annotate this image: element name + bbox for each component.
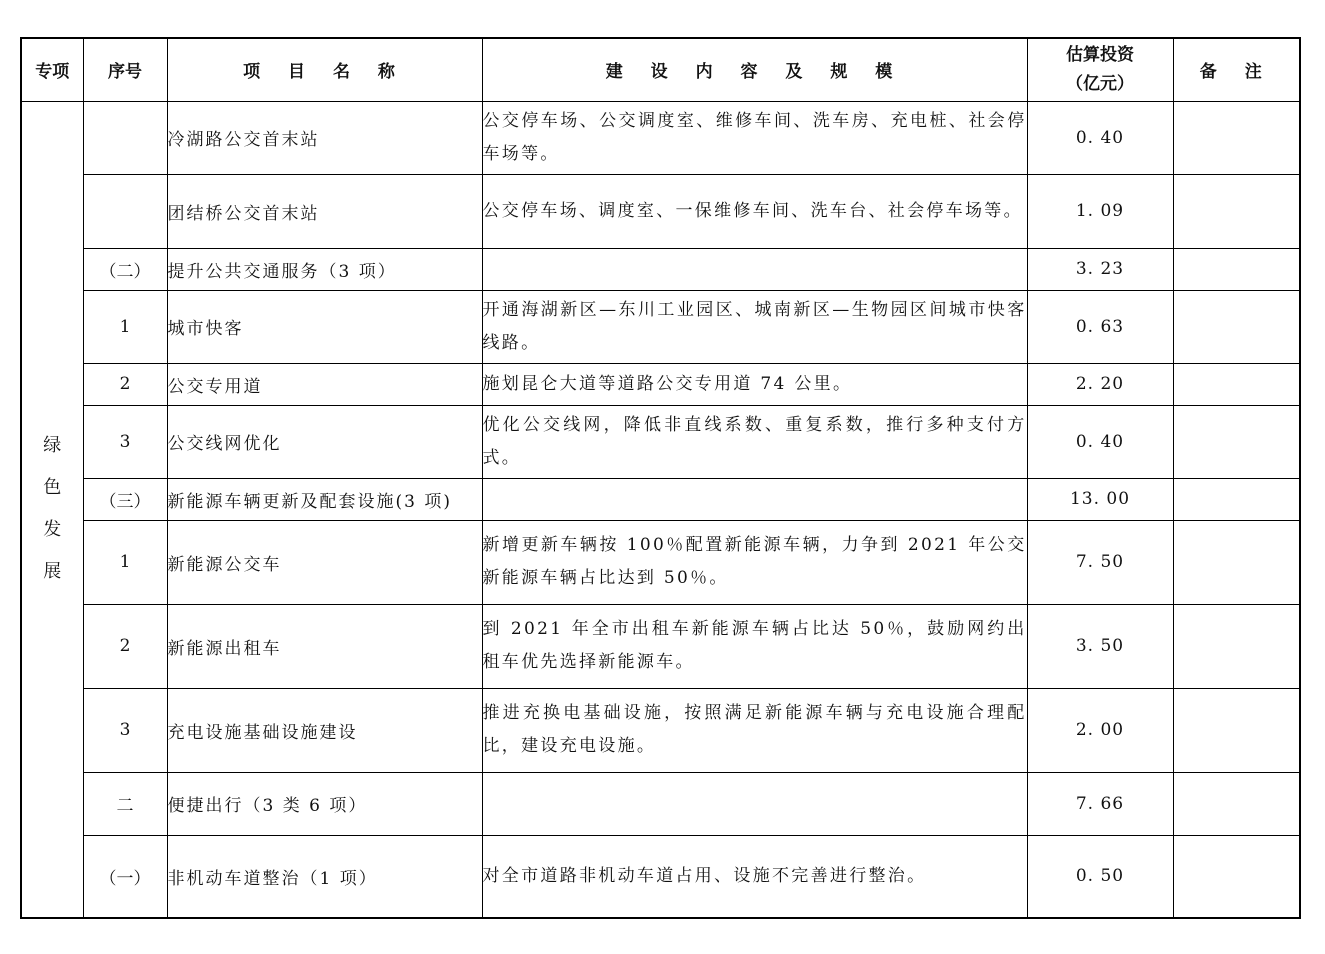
content-cell: 推进充换电基础设施，按照满足新能源车辆与充电设施合理配比，建设充电设施。 [482, 688, 1027, 772]
name-cell: 团结桥公交首末站 [167, 174, 482, 248]
table-row [21, 478, 1300, 520]
seq-cell: 二 [83, 772, 167, 835]
name-cell: 非机动车道整治（1 项） [167, 835, 482, 918]
table-row [21, 520, 1300, 604]
content-cell: 到 2021 年全市出租车新能源车辆占比达 50％，鼓励网约出租车优先选择新能源车。 [482, 604, 1027, 688]
content-cell: 公交停车场、公交调度室、维修车间、洗车房、充电桩、社会停车场等。 [482, 101, 1027, 174]
remark-cell [1173, 290, 1300, 363]
header-seq: 序号 [83, 38, 167, 101]
table-row [21, 248, 1300, 290]
seq-cell [83, 101, 167, 174]
category-char: 展 [43, 561, 62, 583]
name-cell: 公交线网优化 [167, 405, 482, 478]
remark-cell [1173, 688, 1300, 772]
table-row [21, 363, 1300, 405]
investment-cell: 13. 00 [1027, 478, 1173, 520]
seq-cell: 1 [83, 520, 167, 604]
seq-cell: 1 [83, 290, 167, 363]
project-table [20, 37, 1301, 919]
remark-cell [1173, 405, 1300, 478]
seq-cell: （一） [83, 835, 167, 918]
name-cell: 便捷出行（3 类 6 项） [167, 772, 482, 835]
content-cell [482, 478, 1027, 520]
table-row [21, 835, 1300, 918]
table-row [21, 772, 1300, 835]
remark-cell [1173, 478, 1300, 520]
investment-cell: 1. 09 [1027, 174, 1173, 248]
table-row [21, 688, 1300, 772]
remark-cell [1173, 248, 1300, 290]
name-cell: 新能源车辆更新及配套设施(3 项) [167, 478, 482, 520]
content-cell: 开通海湖新区—东川工业园区、城南新区—生物园区间城市快客线路。 [482, 290, 1027, 363]
table-row [21, 405, 1300, 478]
name-cell: 充电设施基础设施建设 [167, 688, 482, 772]
header-row [21, 38, 1300, 101]
table-row [21, 101, 1300, 174]
seq-cell: 2 [83, 363, 167, 405]
header-investment [1027, 38, 1173, 101]
name-cell: 新能源公交车 [167, 520, 482, 604]
investment-cell: 0. 40 [1027, 405, 1173, 478]
remark-cell [1173, 772, 1300, 835]
investment-cell: 0. 63 [1027, 290, 1173, 363]
header-investment-line1: 估算投资 [1066, 44, 1134, 65]
name-cell: 城市快客 [167, 290, 482, 363]
name-cell: 公交专用道 [167, 363, 482, 405]
investment-cell: 2. 20 [1027, 363, 1173, 405]
seq-cell [83, 174, 167, 248]
investment-cell: 2. 00 [1027, 688, 1173, 772]
name-cell: 提升公共交通服务（3 项） [167, 248, 482, 290]
content-cell [482, 772, 1027, 835]
remark-cell [1173, 101, 1300, 174]
content-cell: 施划昆仑大道等道路公交专用道 74 公里。 [482, 363, 1027, 405]
investment-cell: 3. 23 [1027, 248, 1173, 290]
investment-cell: 0. 50 [1027, 835, 1173, 918]
remark-cell [1173, 835, 1300, 918]
table-row [21, 604, 1300, 688]
header-category: 专项 [21, 38, 83, 101]
seq-cell: 2 [83, 604, 167, 688]
remark-cell [1173, 363, 1300, 405]
header-investment-line2: （亿元） [1066, 73, 1134, 94]
content-cell [482, 248, 1027, 290]
header-name: 项 目 名 称 [167, 38, 482, 101]
investment-cell: 0. 40 [1027, 101, 1173, 174]
seq-cell: 3 [83, 405, 167, 478]
content-cell: 公交停车场、调度室、一保维修车间、洗车台、社会停车场等。 [482, 174, 1027, 248]
header-remark: 备 注 [1173, 38, 1300, 101]
name-cell: 冷湖路公交首末站 [167, 101, 482, 174]
content-cell: 优化公交线网，降低非直线系数、重复系数，推行多种支付方式。 [482, 405, 1027, 478]
header-content: 建 设 内 容 及 规 模 [482, 38, 1027, 101]
seq-cell: （二） [83, 248, 167, 290]
content-cell: 新增更新车辆按 100％配置新能源车辆，力争到 2021 年公交新能源车辆占比达到 50％。 [482, 520, 1027, 604]
name-cell: 新能源出租车 [167, 604, 482, 688]
seq-cell: （三） [83, 478, 167, 520]
category-char: 绿 [43, 435, 62, 457]
table-row [21, 290, 1300, 363]
investment-cell: 3. 50 [1027, 604, 1173, 688]
remark-cell [1173, 520, 1300, 604]
content-cell: 对全市道路非机动车道占用、设施不完善进行整治。 [482, 835, 1027, 918]
investment-cell: 7. 66 [1027, 772, 1173, 835]
category-cell [21, 101, 83, 918]
category-label [42, 425, 62, 593]
remark-cell [1173, 604, 1300, 688]
category-char: 发 [43, 519, 62, 541]
remark-cell [1173, 174, 1300, 248]
category-char: 色 [43, 477, 62, 499]
seq-cell: 3 [83, 688, 167, 772]
table-row [21, 174, 1300, 248]
investment-cell: 7. 50 [1027, 520, 1173, 604]
